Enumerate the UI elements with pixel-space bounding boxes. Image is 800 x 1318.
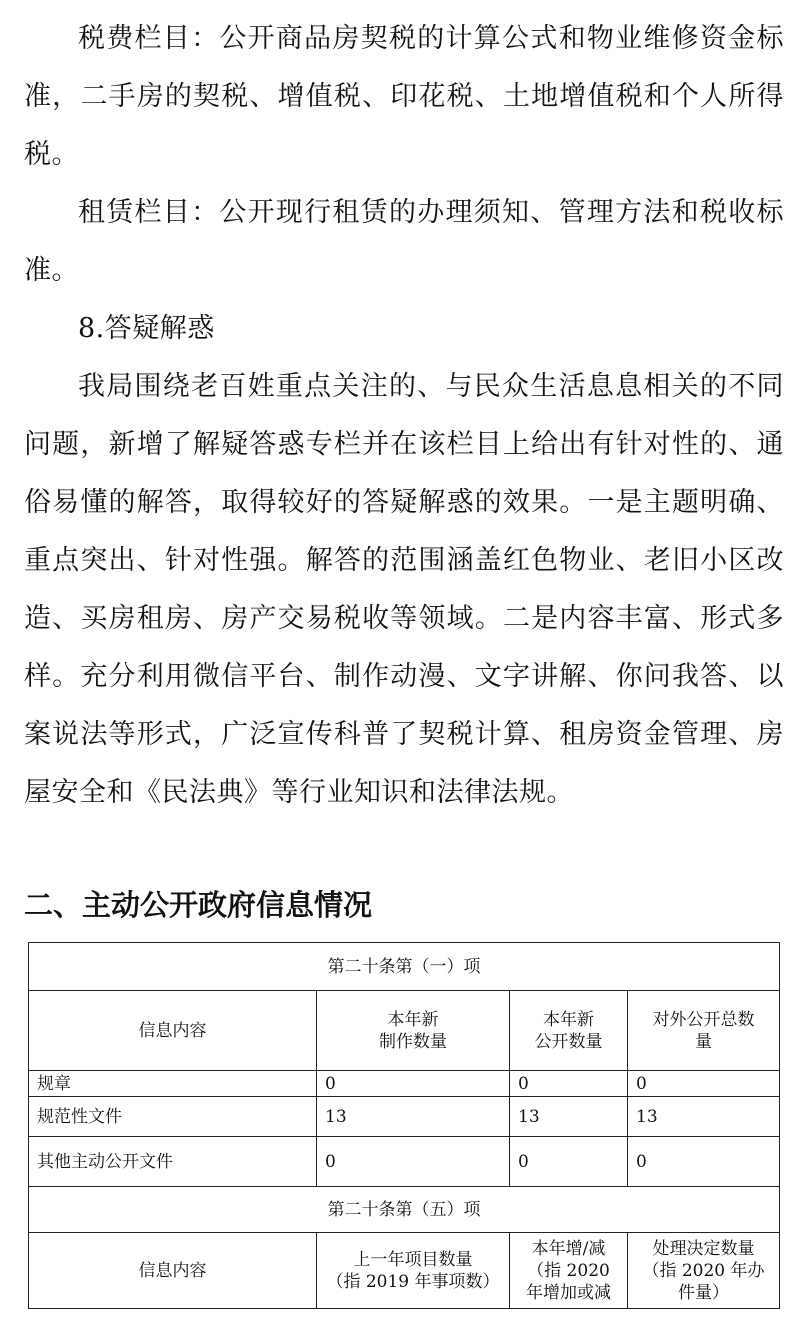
disclosure-table <box>28 942 780 1309</box>
header-change-line2: （指 2020 <box>527 1260 610 1281</box>
qa-subheading: 8.答疑解惑 <box>78 313 215 344</box>
header-change-line1: 本年增/减 <box>531 1238 606 1259</box>
header-total-published-line1: 对外公开总数 <box>652 1009 755 1030</box>
header-new-made-line2: 制作数量 <box>379 1031 447 1052</box>
header-new-made-line1: 本年新 <box>387 1009 439 1030</box>
row-label: 规章 <box>29 1071 317 1097</box>
header-previous-year-count <box>317 1233 510 1309</box>
header-new-published-line1: 本年新 <box>543 1009 594 1030</box>
table-title-row <box>29 1187 780 1233</box>
row-new-made: 0 <box>317 1071 510 1097</box>
header-decision-count <box>628 1233 780 1309</box>
document-body <box>24 10 784 822</box>
section-heading: 二、主动公开政府信息情况 <box>24 888 373 922</box>
header-change <box>510 1233 628 1309</box>
table-header-row <box>29 1233 780 1309</box>
header-info-content: 信息内容 <box>29 991 317 1071</box>
header-total-published-line2: 量 <box>695 1031 712 1052</box>
header-decision-line2: （指 2020 年办 <box>642 1260 765 1281</box>
header-info-content: 信息内容 <box>29 1233 317 1309</box>
header-decision-line1: 处理决定数量 <box>652 1238 755 1259</box>
header-total-published <box>628 991 780 1071</box>
qa-paragraph: 我局围绕老百姓重点关注的、与民众生活息息相关的不同问题，新增了解疑答惑专栏并在该栏目上给出有针对性的、通俗易懂的解答，取得较好的答疑解惑的效果。一是主题明确、重点突出、针对性强。解答的范围涵盖红色物业、老旧小区改造、买房租房、房产交易税收等领域。二是内容丰富、形式多样。充分利用微信平台、制作动漫、文字讲解、你问我答、以案说法等形式，广泛宣传科普了契税计算、租房资金管理、房屋安全和《民法典》等行业知识和法律法规。 <box>24 371 784 808</box>
row-label: 其他主动公开文件 <box>29 1137 317 1187</box>
header-change-line3: 年增加或减 <box>526 1282 611 1303</box>
header-previous-year-line1: 上一年项目数量 <box>353 1249 473 1270</box>
header-new-made <box>317 991 510 1071</box>
row-total-published: 0 <box>628 1137 780 1187</box>
header-new-published <box>510 991 628 1071</box>
row-total-published: 13 <box>628 1097 780 1137</box>
row-label: 规范性文件 <box>29 1097 317 1137</box>
header-decision-line3: 件量） <box>678 1282 729 1303</box>
tax-column-paragraph: 税费栏目：公开商品房契税的计算公式和物业维修资金标准，二手房的契税、增值税、印花税、土地增值税和个人所得税。 <box>24 23 784 170</box>
row-new-made: 13 <box>317 1097 510 1137</box>
row-new-published: 0 <box>510 1137 628 1187</box>
table-row <box>29 1137 780 1187</box>
row-new-made: 0 <box>317 1137 510 1187</box>
header-previous-year-line2: （指 2019 年事项数） <box>326 1271 500 1292</box>
table-title-row <box>29 943 780 991</box>
table-row <box>29 1097 780 1137</box>
table-header-row <box>29 991 780 1071</box>
table-title-part2: 第二十条第（五）项 <box>29 1187 780 1233</box>
header-new-published-line2: 公开数量 <box>534 1031 603 1052</box>
table-title-part1: 第二十条第（一）项 <box>29 943 780 991</box>
row-new-published: 0 <box>510 1071 628 1097</box>
table-row <box>29 1071 780 1097</box>
rent-column-paragraph: 租赁栏目：公开现行租赁的办理须知、管理方法和税收标准。 <box>24 197 784 286</box>
row-total-published: 0 <box>628 1071 780 1097</box>
row-new-published: 13 <box>510 1097 628 1137</box>
